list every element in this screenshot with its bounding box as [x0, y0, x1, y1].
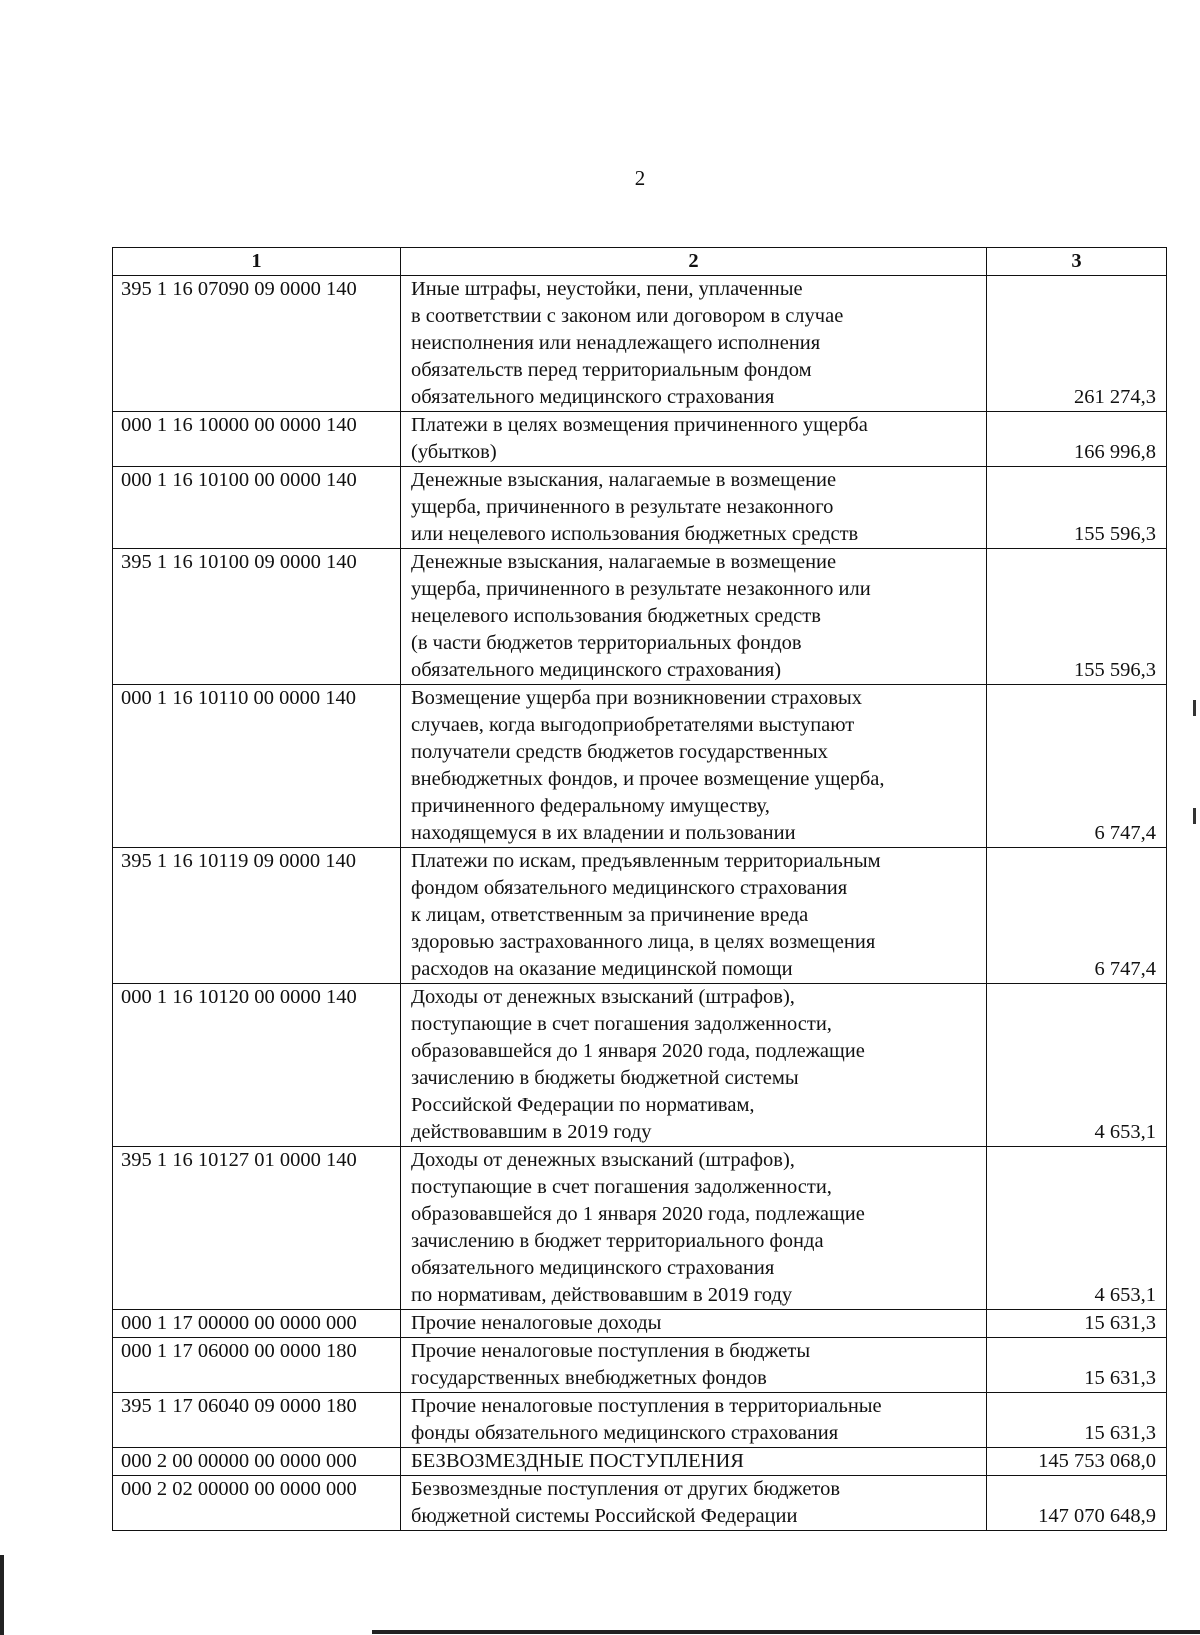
table-row: [113, 1448, 1167, 1476]
scan-bottom-line: [372, 1630, 1200, 1634]
row-name: Прочие неналоговые поступления в бюджеты государственных внебюджетных фондов: [401, 1338, 987, 1393]
row-name: Денежные взыскания, налагаемые в возмещение ущерба, причиненного в результате незаконного или нецелевого использования бюджетных средств (в части бюджетов территориальных фондов обязательного медицинского страхования): [401, 549, 987, 685]
row-name: Прочие неналоговые доходы: [401, 1310, 987, 1338]
column-header-sum: 3: [987, 248, 1167, 276]
row-sum: 4 653,1: [987, 1147, 1167, 1310]
row-name: Платежи в целях возмещения причиненного ущерба (убытков): [401, 412, 987, 467]
row-code: 000 1 16 10000 00 0000 140: [113, 412, 401, 467]
row-code: 395 1 16 10100 09 0000 140: [113, 549, 401, 685]
table-row: [113, 1393, 1167, 1448]
row-sum: 147 070 648,9: [987, 1476, 1167, 1531]
row-sum: 15 631,3: [987, 1393, 1167, 1448]
row-code: 000 1 17 06000 00 0000 180: [113, 1338, 401, 1393]
row-name: Иные штрафы, неустойки, пени, уплаченные в соответствии с законом или договором в случае неисполнения или ненадлежащего исполнения обязательств перед территориальным фондом обязательного медицинского страхования: [401, 276, 987, 412]
table-row: [113, 549, 1167, 685]
table-row: [113, 412, 1167, 467]
table-row: [113, 1310, 1167, 1338]
table-row: [113, 1338, 1167, 1393]
row-name: Доходы от денежных взысканий (штрафов), поступающие в счет погашения задолженности, образовавшейся до 1 января 2020 года, подлежащие зачислению в бюджеты бюджетной системы Российской Федерации по нормативам, действовавшим в 2019 году: [401, 984, 987, 1147]
scan-edge-tick: [1193, 808, 1196, 824]
row-sum: 155 596,3: [987, 467, 1167, 549]
table-row: [113, 1147, 1167, 1310]
row-name: БЕЗВОЗМЕЗДНЫЕ ПОСТУПЛЕНИЯ: [401, 1448, 987, 1476]
table-row: [113, 685, 1167, 848]
column-header-code: 1: [113, 248, 401, 276]
row-code: 000 1 16 10120 00 0000 140: [113, 984, 401, 1147]
table-header-row: [113, 248, 1167, 276]
table-row: [113, 276, 1167, 412]
row-sum: 166 996,8: [987, 412, 1167, 467]
row-name: Безвозмездные поступления от других бюджетов бюджетной системы Российской Федерации: [401, 1476, 987, 1531]
row-sum: 6 747,4: [987, 685, 1167, 848]
table-row: [113, 984, 1167, 1147]
row-sum: 4 653,1: [987, 984, 1167, 1147]
row-code: 000 2 02 00000 00 0000 000: [113, 1476, 401, 1531]
row-name: Платежи по искам, предъявленным территориальным фондом обязательного медицинского страхования к лицам, ответственным за причинение вреда здоровью застрахованного лица, в целях возмещения расходов на оказание медицинской помощи: [401, 848, 987, 984]
row-name: Возмещение ущерба при возникновении страховых случаев, когда выгодоприобретателями выступают получатели средств бюджетов государственных внебюджетных фондов, и прочее возмещение ущерба, причиненного федеральному имуществу, находящемуся в их владении и пользовании: [401, 685, 987, 848]
row-name: Прочие неналоговые поступления в территориальные фонды обязательного медицинского страхования: [401, 1393, 987, 1448]
row-sum: 155 596,3: [987, 549, 1167, 685]
row-code: 000 1 17 00000 00 0000 000: [113, 1310, 401, 1338]
row-code: 395 1 17 06040 09 0000 180: [113, 1393, 401, 1448]
row-code: 000 1 16 10100 00 0000 140: [113, 467, 401, 549]
row-sum: 6 747,4: [987, 848, 1167, 984]
table-row: [113, 848, 1167, 984]
row-code: 000 2 00 00000 00 0000 000: [113, 1448, 401, 1476]
scan-edge-tick: [1193, 700, 1196, 716]
row-name: Денежные взыскания, налагаемые в возмещение ущерба, причиненного в результате незаконного или нецелевого использования бюджетных средств: [401, 467, 987, 549]
row-sum: 261 274,3: [987, 276, 1167, 412]
row-code: 395 1 16 07090 09 0000 140: [113, 276, 401, 412]
row-code: 395 1 16 10127 01 0000 140: [113, 1147, 401, 1310]
row-code: 395 1 16 10119 09 0000 140: [113, 848, 401, 984]
row-sum: 15 631,3: [987, 1310, 1167, 1338]
page-number: 2: [634, 166, 646, 190]
table-row: [113, 467, 1167, 549]
row-code: 000 1 16 10110 00 0000 140: [113, 685, 401, 848]
row-name: Доходы от денежных взысканий (штрафов), поступающие в счет погашения задолженности, образовавшейся до 1 января 2020 года, подлежащие зачислению в бюджет территориального фонда обязательного медицинского страхования по нормативам, действовавшим в 2019 году: [401, 1147, 987, 1310]
table-row: [113, 1476, 1167, 1531]
row-sum: 145 753 068,0: [987, 1448, 1167, 1476]
row-sum: 15 631,3: [987, 1338, 1167, 1393]
revenue-table: [112, 247, 1167, 1531]
column-header-name: 2: [401, 248, 987, 276]
scan-edge-mark: [0, 1555, 4, 1635]
